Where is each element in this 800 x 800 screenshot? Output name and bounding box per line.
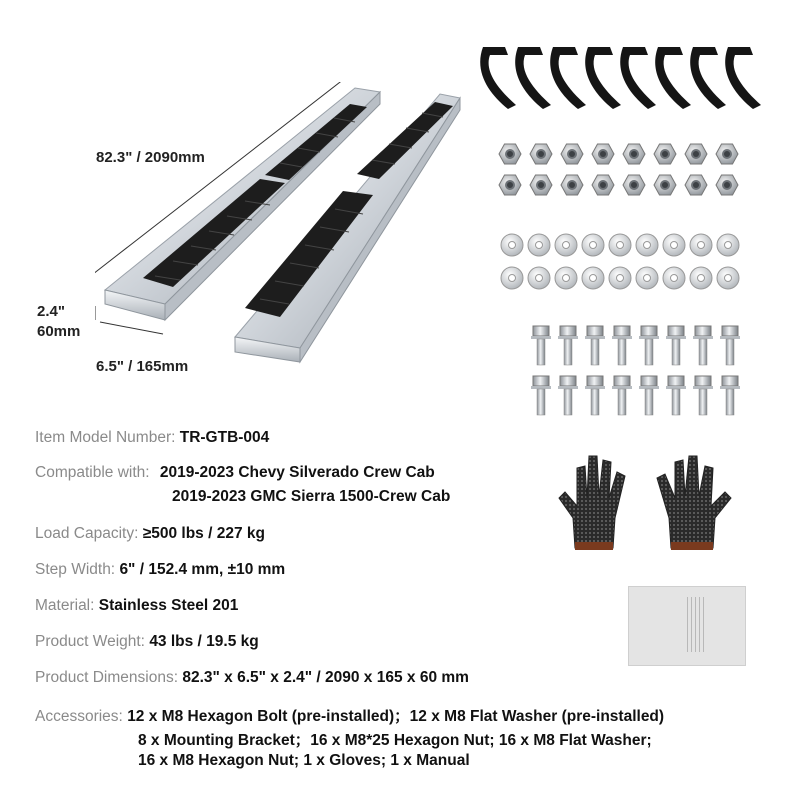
bracket-2: [515, 47, 551, 109]
spec-material-label: Material:: [35, 597, 95, 614]
spec-accessories: [35, 704, 664, 726]
spec-compatible-line1: 2019-2023 Chevy Silverado Crew Cab: [159, 464, 435, 481]
manual-text-lines: [687, 597, 705, 652]
gloves: [553, 448, 743, 558]
spec-weight-value: 43 lbs / 19.5 kg: [149, 633, 259, 650]
manual-booklet: [628, 586, 746, 666]
spec-step-width-label: Step Width:: [35, 561, 116, 578]
bracket-7: [690, 47, 726, 109]
spec-dimensions-value: 82.3" x 6.5" x 2.4" / 2090 x 165 x 60 mm: [182, 669, 469, 686]
length-dimension-label: 82.3" / 2090mm: [96, 149, 205, 166]
spec-model-label: Item Model Number:: [35, 429, 176, 446]
bracket-1: [480, 47, 516, 109]
flat-washers: [500, 228, 750, 298]
hexagon-bolts: [523, 324, 753, 424]
spec-dimensions: [35, 669, 469, 687]
spec-load-value: ≥500 lbs / 227 kg: [142, 525, 265, 542]
bracket-3: [550, 47, 586, 109]
hexagon-nuts: [498, 138, 748, 208]
bracket-8: [725, 47, 761, 109]
spec-dimensions-label: Product Dimensions:: [35, 669, 179, 686]
spec-material: [35, 597, 238, 615]
spec-load-label: Load Capacity:: [35, 525, 139, 542]
glove-left: [559, 456, 625, 550]
spec-step-width-value: 6" / 152.4 mm, ±10 mm: [119, 561, 286, 578]
spec-load: [35, 525, 265, 543]
spec-accessories-label: Accessories:: [35, 708, 123, 725]
spec-accessories-line2: 8 x Mounting Bracket；16 x M8*25 Hexagon Nut; 16 x M8 Flat Washer;: [138, 732, 652, 749]
glove-right: [657, 456, 731, 550]
spec-weight: [35, 633, 259, 651]
bracket-4: [585, 47, 621, 109]
bracket-6: [655, 47, 691, 109]
height-dimension-mm: 60mm: [37, 323, 81, 340]
spec-compatible-label: Compatible with:: [35, 464, 150, 481]
spec-compatible: [35, 464, 435, 482]
mounting-brackets: [468, 42, 778, 112]
spec-weight-label: Product Weight:: [35, 633, 145, 650]
width-dimension-label: 6.5" / 165mm: [96, 358, 189, 375]
running-boards-illustration: [95, 82, 475, 382]
height-dimension-inch: 2.4": [37, 303, 65, 320]
bracket-5: [620, 47, 656, 109]
spec-model-value: TR-GTB-004: [179, 429, 270, 446]
spec-accessories-line3: 16 x M8 Hexagon Nut; 1 x Gloves; 1 x Manual: [138, 752, 470, 769]
spec-step-width: [35, 561, 285, 579]
spec-compatible-line2: 2019-2023 GMC Sierra 1500-Crew Cab: [172, 488, 451, 505]
spec-material-value: Stainless Steel 201: [98, 597, 239, 614]
spec-accessories-line1: 12 x M8 Hexagon Bolt (pre-installed)；12 x M8 Flat Washer (pre-installed): [127, 708, 665, 725]
spec-model: [35, 429, 269, 447]
